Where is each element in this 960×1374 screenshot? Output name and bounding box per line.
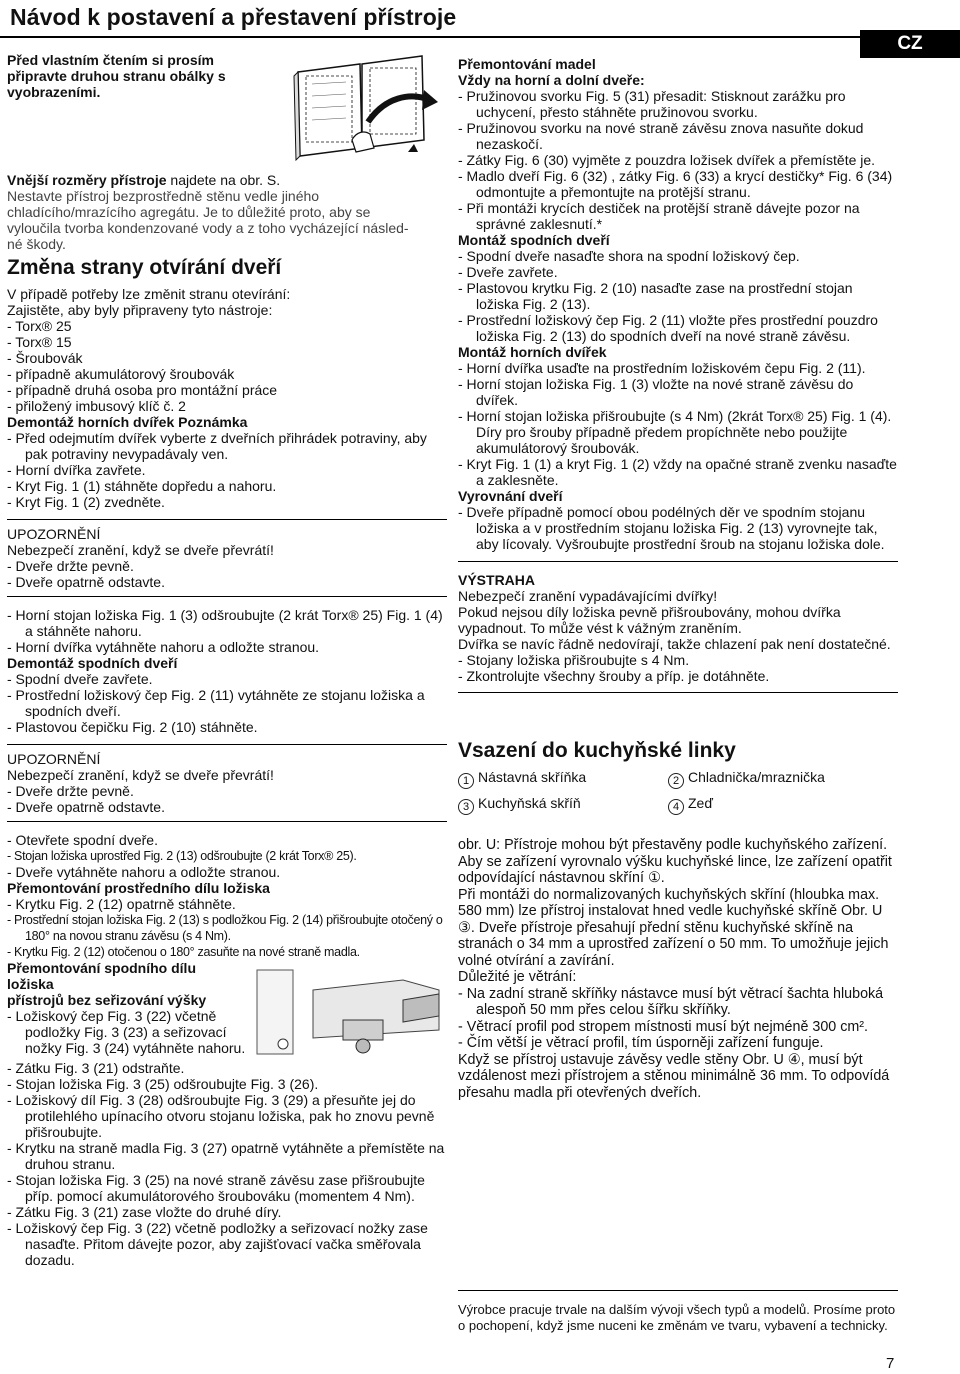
warning-text: Nebezpečí zranění, když se dveře převrátí! (7, 542, 274, 558)
legend-number: 2 (668, 773, 684, 789)
list-item: - Kryt Fig. 1 (1) stáhněte dopředu a nahoru. (7, 478, 277, 494)
list-item: - Spodní dveře zavřete. (7, 671, 153, 687)
text-line: V případě potřeby lze změnit stranu otevírání: (7, 286, 291, 302)
danger-text: Dvířka se navíc řádně nedovírají, takže chlazení pak není dostatečné. (458, 636, 891, 652)
list-item: - Ložiskový čep Fig. 3 (22) včetně podložky a seřizovací nožky zase nasaďte. Přitom dávejte pozor, aby zajišťovací vačka směřovala dozadu. (7, 1220, 428, 1268)
hinge-illustration (253, 960, 445, 1058)
intro-note (7, 52, 287, 100)
subheading-line: Přemontování spodního dílu (7, 960, 196, 976)
page-number: 7 (886, 1355, 895, 1372)
footer-note: Výrobce pracuje trvale na dalším vývoji všech typů a modelů. Prosíme proto o pochopení, když jsme nuceni ke změnám ve tvaru, vybavení a technicky. (458, 1302, 896, 1333)
list-item: - přiložený imbusový klíč č. 2 (7, 398, 186, 414)
divider (7, 596, 447, 597)
tools-list (7, 318, 447, 414)
divider (458, 561, 898, 562)
text-line: vyloučila tvorba kondenzované vody a z toho vycházející násled- (7, 220, 409, 236)
list-item: - Pružinovou svorku na nové straně závěsu znova nasuňte dokud nezaskočí. (458, 120, 864, 152)
subheading-line: ložiska (7, 976, 54, 992)
divider (7, 821, 447, 822)
list-item: - Torx® 25 (7, 318, 72, 334)
paragraph: Když se přístroj ustavuje závěsy vedle stěny Obr. U ④, musí být vzdálenost mezi přístrojem a stěnou minimálně 36 mm. To odpovídá přesahu madla při otevřených dveřích. (458, 1051, 890, 1101)
warning-box (7, 526, 447, 590)
subheading-upper-doors: Demontáž horních dvířek Poznámka (7, 414, 248, 430)
list-item: - Torx® 15 (7, 334, 72, 350)
list-item: - Plastovou čepičku Fig. 2 (10) stáhněte. (7, 719, 258, 735)
legend-item (668, 769, 878, 789)
warning-text: Nebezpečí zranění, když se dveře převrátí! (7, 767, 274, 783)
list-item: - Kryt Fig. 1 (2) zvedněte. (7, 494, 165, 510)
list-item: - Krytku na straně madla Fig. 3 (27) opatrně vytáhněte a přemístěte na druhou stranu. (7, 1140, 445, 1172)
list-item: - Větrací profil pod stropem místnosti musí být nejméně 300 cm². (458, 1018, 869, 1035)
legend-label: Chladnička/mraznička (688, 769, 825, 785)
legend-number: 3 (458, 799, 474, 815)
kitchen-text (458, 837, 898, 1101)
list-item: - Spodní dveře nasaďte shora na spodní ložiskový čep. (458, 248, 800, 264)
list-item: - Ložiskový čep Fig. 3 (22) včetně podložky Fig. 3 (23) a seřizovací nožky Fig. 3 (24) vytáhněte nahoru. (7, 1008, 246, 1056)
text-line: Nestavte přístroj bezprostředně stěnu vedle jiného (7, 188, 320, 204)
list-item: - Horní stojan ložiska Fig. 1 (3) vložte na nové straně závěsu do dvířek. (458, 376, 854, 408)
subheading-align: Vyrovnání dveří (458, 488, 563, 504)
list-item: - Stojan ložiska uprostřed Fig. 2 (13) odšroubujte (2 krát Torx® 25). (7, 849, 357, 863)
bottom-part-block (7, 960, 447, 1060)
list-item: - Dveře opatrně odstavte. (7, 574, 165, 590)
legend-label: Nástavná skříňka (478, 769, 587, 785)
divider (458, 692, 898, 693)
list-item: - Na zadní straně skříňky nástavce musí být větrací šachta hluboká alespoň 50 mm přes celou šířku skříňky. (458, 985, 884, 1018)
subheading-mid-part: Přemontování prostředního dílu ložiska (7, 880, 270, 896)
list-item: - Dveře opatrně odstavte. (7, 799, 165, 815)
legend (458, 769, 898, 815)
warning-title: UPOZORNĚNÍ (7, 526, 101, 542)
paragraph: Při montáži do normalizovaných kuchyňských skříní (hloubka max. 580 mm) lze přístroj instalovat hned vedle kuchyňské skříně Obr. U ③. Dveře přístroje přesahují přední stěnu kuchyňské skříně na stranách o 34 mm a uprostřed zařízení o 50 mm. To umožňuje jejich volné otvírání a zavírání. (458, 886, 889, 969)
subheading-lower-doors: Demontáž spodních dveří (7, 655, 178, 671)
title-rule (0, 36, 960, 38)
list-item: - Horní dvířka zavřete. (7, 462, 146, 478)
list-item: - Dveře případně pomocí obou podélných děr ve spodním stojanu ložiska a v prostředním stojanu ložiska Fig. 2 (13) vyrovnejte tak, aby lícovaly. Vyšroubujte prostřední šroub na stojanu ložiska dole. (458, 504, 885, 552)
list-item: - Prostřední stojan ložiska Fig. 2 (13) s podložkou Fig. 2 (14) přišroubujte otočený o 180° na novou stranu závěsu (s 4 Nm). (7, 913, 443, 943)
list-item: - Dveře držte pevně. (7, 558, 134, 574)
footer-rule (458, 1290, 898, 1291)
list-item: - Madlo dveří Fig. 6 (32) , zátky Fig. 6 (33) a krycí destičky* Fig. 6 (34) odmontujte a přemontujte na protější stranu. (458, 168, 893, 200)
list-item: - Stojany ložiska přišroubujte s 4 Nm. (458, 652, 690, 668)
page-title: Návod k postavení a přestavení přístroje (10, 4, 457, 30)
divider (7, 744, 447, 745)
subheading-mount-upper: Montáž horních dvířek (458, 344, 607, 360)
subheading-line: přístrojů bez seřizování výšky (7, 992, 207, 1008)
list-item: - Dveře zavřete. (458, 264, 558, 280)
list-item: - Dveře vytáhněte nahoru a odložte stranou. (7, 864, 281, 880)
legend-number: 1 (458, 773, 474, 789)
list-item: - Prostřední ložiskový čep Fig. 2 (11) vložte přes prostřední pouzdro ložiska Fig. 2 (13) do spodních dveří na nové straně závěsu. (458, 312, 878, 344)
list-item: - Pružinovou svorku Fig. 5 (31) přesadit: Stisknout zarážku pro uchycení, přesto stáhněte pružinovou svorku. (458, 88, 846, 120)
language-badge: CZ (860, 30, 960, 58)
list-item: - případně akumulátorový šroubovák (7, 366, 235, 382)
intro-line: vyobrazeními. (7, 84, 101, 100)
paragraph: obr. U: Přístroje mohou být přestavěny podle kuchyňského zařízení. Aby se zařízení vyrovnalo výšku kuchyňské lince, lze zařízení opatřit odpovídající nástavnou skříní ①. (458, 837, 892, 886)
list-item: - Stojan ložiska Fig. 3 (25) odšroubujte Fig. 3 (26). (7, 1076, 319, 1092)
text-line: Zajistěte, aby byly připraveny tyto nástroje: (7, 302, 273, 318)
subheading-mount-lower: Montáž spodních dveří (458, 232, 610, 248)
list-item: - Otevřete spodní dveře. (7, 832, 158, 848)
list-item: - Dveře držte pevně. (7, 783, 134, 799)
list-item: - Prostřední ložiskový čep Fig. 2 (11) vytáhněte ze stojanu ložiska a spodních dveří. (7, 687, 425, 719)
legend-item (458, 795, 668, 815)
outer-dims-label: Vnější rozměry přístroje (7, 172, 167, 188)
legend-number: 4 (668, 799, 684, 815)
list-item: - Šroubovák (7, 350, 83, 366)
text-line: chladícího/mrazícího agregátu. Je to důležité proto, aby se (7, 204, 371, 220)
legend-label: Kuchyňská skříň (478, 795, 581, 811)
legend-item (668, 795, 878, 815)
list-item: - Horní stojan ložiska přišroubujte (s 4 Nm) (2krát Torx® 25) Fig. 1 (4). Díry pro šrouby případně předem propíchněte nebo použijte akumulátorový šroubovák. (458, 408, 892, 456)
danger-title: VÝSTRAHA (458, 572, 536, 588)
section-heading-kitchen: Vsazení do kuchyňské linky (458, 739, 736, 762)
list-item: - Stojan ložiska Fig. 3 (25) na nové straně závěsu zase přišroubujte příp. pomocí akumulátorového šroubováku (momentem 4 Nm). (7, 1172, 425, 1204)
list-item: - Čím větší je větrací profil, tím úsporněji zařízení funguje. (458, 1035, 824, 1051)
legend-item (458, 769, 668, 789)
intro-line: Před vlastním čtením si prosím (7, 52, 214, 68)
paragraph: Důležité je větrání: (458, 969, 577, 985)
divider (7, 519, 447, 520)
list-item: - Zkontrolujte všechny šrouby a příp. je dotáhněte. (458, 668, 770, 684)
list-item: - případně druhá osoba pro montážní práce (7, 382, 278, 398)
outer-dims-ref: najdete na obr. S. (166, 172, 281, 188)
list-item: - Zátku Fig. 3 (21) zase vložte do druhé díry. (7, 1204, 282, 1220)
list-item: - Před odejmutím dvířek vyberte z dveřních přihrádek potraviny, aby pak potraviny nevypadávaly ven. (7, 430, 427, 462)
legend-label: Zeď (688, 795, 713, 811)
section-heading-change-door: Změna strany otvírání dveří (7, 256, 282, 279)
outer-dims-paragraph (7, 172, 447, 252)
list-item: - Horní dvířka usaďte na prostředním ložiskovém čepu Fig. 2 (11). (458, 360, 866, 376)
list-item: - Krytku Fig. 2 (12) otočenou o 180° zasuňte na nové straně madla. (7, 945, 360, 959)
list-item: - Zátky Fig. 6 (30) vyjměte z pouzdra ložisek dvířek a přemístěte je. (458, 152, 876, 168)
intro-line: připravte druhou stranu obálky s (7, 68, 226, 84)
danger-box (458, 572, 898, 684)
list-item: - Zátku Fig. 3 (21) odstraňte. (7, 1060, 185, 1076)
warning-title: UPOZORNĚNÍ (7, 751, 101, 767)
text-line: né škody. (7, 236, 66, 252)
left-column (7, 52, 447, 1268)
list-item: - Horní stojan ložiska Fig. 1 (3) odšroubujte (2 krát Torx® 25) Fig. 1 (4) a stáhněte nahoru. (7, 607, 443, 639)
warning-box (7, 751, 447, 815)
list-item: - Plastovou krytku Fig. 2 (10) nasaďte zase na prostřední stojan ložiska Fig. 2 (13). (458, 280, 853, 312)
list-item: - Při montáži krycích destiček na protější straně dávejte pozor na správné zaklesnutí.* (458, 200, 860, 232)
list-item: - Kryt Fig. 1 (1) a kryt Fig. 1 (2) vždy na opačné straně zvenku nasaďte a zaklesněte. (458, 456, 897, 488)
list-item: - Horní dvířka vytáhněte nahoru a odložte stranou. (7, 639, 320, 655)
list-item: - Ložiskový díl Fig. 3 (28) odšroubujte Fig. 3 (29) a přesuňte jej do protilehlého upínacího otvoru stojanu ložiska, pak ho znovu pevně přišroubujte. (7, 1092, 435, 1140)
right-column (458, 56, 898, 1101)
danger-text: Nebezpečí zranění vypadávajícími dvířky! (458, 588, 718, 604)
list-item: - Krytku Fig. 2 (12) opatrně stáhněte. (7, 896, 236, 912)
danger-text: Pokud nejsou díly ložiska pevně přišroubovány, mohou dvířka vypadnout. To může vést k vážným zraněním. (458, 604, 841, 636)
subheading-handles-sub: Vždy na horní a dolní dveře: (458, 72, 645, 88)
subheading-handles: Přemontování madel (458, 56, 596, 72)
